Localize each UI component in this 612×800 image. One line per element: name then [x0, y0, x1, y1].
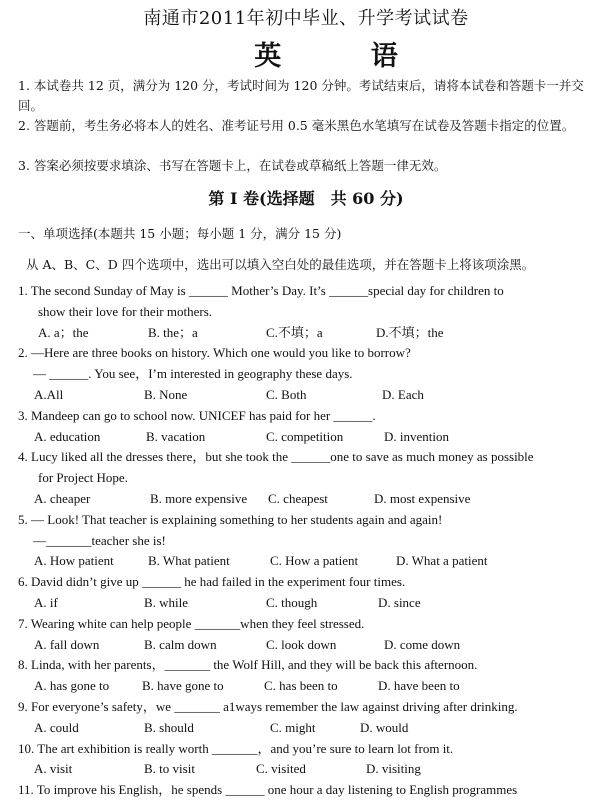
option-c[interactable]: C. look down — [266, 637, 337, 652]
option-b[interactable]: B. have gone to — [142, 678, 224, 693]
subject-title: 英 语 — [254, 41, 438, 72]
instruction-1: 1. 本试卷共 12 页，满分为 120 分，考试时间为 120 分钟。考试结束后，请将本试卷和答题卡一并交回。 — [18, 78, 584, 113]
option-c[interactable]: C. competition — [266, 429, 344, 444]
part-instruction: 从 A、B、C、D 四个选项中，选出可以填入空白处的最佳选项，并在答题卡上将该项涂黑。 — [26, 257, 535, 272]
option-c[interactable]: C. How a patient — [270, 553, 359, 568]
option-b[interactable]: B. should — [144, 720, 194, 735]
option-a[interactable]: A. visit — [34, 761, 73, 776]
exam-title: 南通市2011年初中毕业、升学考试试卷 — [143, 8, 469, 29]
question-stem-continued: for Project Hope. — [38, 470, 128, 485]
question-stem: 3. Mandeep can go to school now. UNICEF has paid for her ______. — [18, 408, 376, 423]
question-stem: 10. The art exhibition is really worth _______，and you’re sure to learn lot from it. — [18, 741, 454, 756]
option-a[interactable]: A. cheaper — [34, 491, 91, 506]
option-c[interactable]: C. has been to — [264, 678, 338, 693]
option-d[interactable]: D. since — [378, 595, 421, 610]
question-stem: 5. — Look! That teacher is explaining something to her students again and again! — [18, 512, 443, 527]
option-a[interactable]: A. a；the — [38, 325, 89, 340]
option-c[interactable]: C. though — [266, 595, 318, 610]
option-b[interactable]: B. None — [144, 387, 188, 402]
option-c[interactable]: C. might — [270, 720, 316, 735]
question-stem-continued: — ______. You see，I’m interested in geography these days. — [33, 366, 353, 381]
option-a[interactable]: A. if — [34, 595, 58, 610]
option-d[interactable]: D. Each — [382, 387, 424, 402]
instruction-2: 2. 答题前，考生务必将本人的姓名、准考证号用 0.5 毫米黑色水笔填写在试卷及答题卡指定的位置。 — [18, 118, 575, 133]
option-a[interactable]: A. fall down — [34, 637, 100, 652]
option-b[interactable]: B. to visit — [144, 761, 195, 776]
option-a[interactable]: A. education — [34, 429, 101, 444]
question-stem: 8. Linda, with her parents，_______ the Wolf Hill, and they will be back this afternoon. — [18, 657, 478, 672]
question-stem: 6. David didn’t give up ______ he had failed in the experiment four times. — [18, 574, 406, 589]
option-d[interactable]: D. have been to — [378, 678, 460, 693]
option-a[interactable]: A. How patient — [34, 553, 114, 568]
option-b[interactable]: B. calm down — [144, 637, 217, 652]
question-stem: 9. For everyone’s safety，we _______ a1ways remember the law against driving after drinking. — [18, 699, 518, 714]
option-b[interactable]: B. while — [144, 595, 189, 610]
option-c[interactable]: C.不填；a — [266, 325, 323, 340]
option-c[interactable]: C. cheapest — [268, 491, 328, 506]
option-b[interactable]: B. more expensive — [150, 491, 248, 506]
option-d[interactable]: D. come down — [384, 637, 461, 652]
option-d[interactable]: D. visiting — [366, 761, 421, 776]
question-stem: 2. —Here are three books on history. Which one would you like to borrow? — [18, 345, 411, 360]
question-stem: 1. The second Sunday of May is ______ Mother’s Day. It’s ______special day for children to — [18, 283, 504, 298]
option-a[interactable]: A. could — [34, 720, 79, 735]
option-b[interactable]: B. vacation — [146, 429, 206, 444]
option-d[interactable]: D. invention — [384, 429, 449, 444]
option-c[interactable]: C. visited — [256, 761, 306, 776]
option-a[interactable]: A. has gone to — [34, 678, 110, 693]
option-d[interactable]: D. would — [360, 720, 409, 735]
instruction-3: 3. 答案必须按要求填涂、书写在答题卡上，在试卷或草稿纸上答题一律无效。 — [18, 158, 447, 173]
part-title: 一、单项选择(本题共 15 小题；每小题 1 分，满分 15 分) — [18, 226, 342, 241]
option-b[interactable]: B. the；a — [148, 325, 198, 340]
option-c[interactable]: C. Both — [266, 387, 307, 402]
option-d[interactable]: D. What a patient — [396, 553, 488, 568]
option-b[interactable]: B. What patient — [148, 553, 230, 568]
question-stem: 7. Wearing white can help people _______when they feel stressed. — [18, 616, 365, 631]
option-d[interactable]: D.不填；the — [376, 325, 444, 340]
question-stem: 11. To improve his English，he spends ______ one hour a day listening to English programmes — [18, 782, 518, 797]
question-stem-continued: —_______teacher she is! — [33, 533, 166, 548]
question-stem-continued: show their love for their mothers. — [38, 304, 213, 319]
section-title: 第 I 卷(选择题 共 60 分) — [208, 189, 404, 208]
question-stem: 4. Lucy liked all the dresses there，but she took the ______one to save as much money as possible — [18, 449, 534, 464]
option-a[interactable]: A.All — [34, 387, 64, 402]
option-d[interactable]: D. most expensive — [374, 491, 471, 506]
